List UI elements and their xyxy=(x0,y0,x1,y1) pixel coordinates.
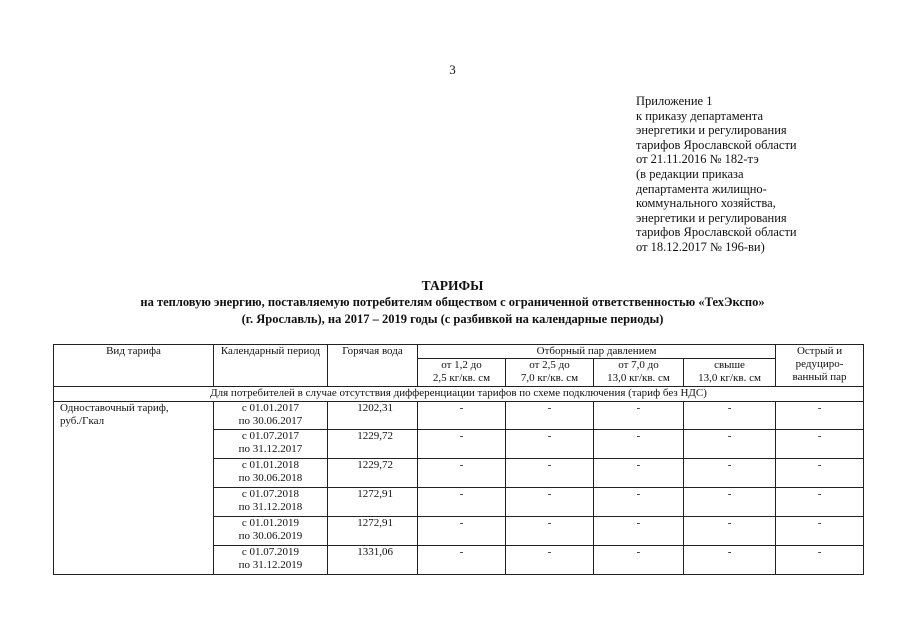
header-sharp-steam-line: ванный пар xyxy=(792,371,847,383)
appendix-line: Приложение 1 xyxy=(636,94,713,108)
steam-value: - xyxy=(684,517,776,546)
header-steam-line: от 7,0 до xyxy=(618,359,659,371)
period-cell xyxy=(214,430,328,459)
period-cell xyxy=(214,402,328,430)
appendix-line: коммунального хозяйства, xyxy=(636,196,776,211)
sharp-steam-value: - xyxy=(776,459,864,488)
hot-water-value: 1331,06 xyxy=(328,546,418,575)
document-subtitle: на тепловую энергию, поставляемую потребителям обществом с ограниченной ответственностью «ТехЭкспо» xyxy=(140,295,765,309)
steam-value: - xyxy=(418,488,506,517)
steam-value: - xyxy=(594,546,684,575)
hot-water-value: 1229,72 xyxy=(328,459,418,488)
steam-value: - xyxy=(506,517,594,546)
appendix-block xyxy=(636,94,797,255)
header-sharp-steam xyxy=(776,345,864,387)
document-subtitle-2: (г. Ярославль), на 2017 – 2019 годы (с разбивкой на календарные периоды) xyxy=(241,312,664,326)
page-number: 3 xyxy=(449,62,456,77)
steam-value: - xyxy=(684,459,776,488)
period-to: по 30.06.2017 xyxy=(238,415,303,427)
steam-value: - xyxy=(594,430,684,459)
period-from: с 01.01.2019 xyxy=(241,517,300,529)
appendix-line: департамента жилищно- xyxy=(636,181,767,196)
hot-water-value: 1229,72 xyxy=(328,430,418,459)
steam-value: - xyxy=(506,402,594,430)
appendix-line: к приказу департамента xyxy=(636,108,764,123)
header-period: Календарный период xyxy=(214,345,328,387)
appendix-line: энергетики и регулирования xyxy=(636,123,787,138)
header-steam-1 xyxy=(418,359,506,387)
appendix-line: тарифов Ярославской области xyxy=(636,137,797,152)
steam-value: - xyxy=(418,546,506,575)
period-to: по 30.06.2019 xyxy=(238,530,303,542)
sharp-steam-value: - xyxy=(776,517,864,546)
header-steam-3 xyxy=(594,359,684,387)
period-from: с 01.01.2017 xyxy=(241,402,300,414)
period-to: по 31.12.2018 xyxy=(238,501,303,513)
steam-value: - xyxy=(684,488,776,517)
sharp-steam-value: - xyxy=(776,546,864,575)
period-to: по 31.12.2017 xyxy=(238,443,303,455)
header-steam-line: 2,5 кг/кв. см xyxy=(432,372,491,384)
steam-value: - xyxy=(418,459,506,488)
tariff-name-cell xyxy=(54,402,214,575)
steam-value: - xyxy=(684,430,776,459)
header-steam-line: 13,0 кг/кв. см xyxy=(698,372,761,384)
steam-value: - xyxy=(594,402,684,430)
header-sharp-steam-line: Острый и xyxy=(796,345,843,357)
steam-value: - xyxy=(684,402,776,430)
hot-water-value: 1202,31 xyxy=(328,402,418,430)
steam-value: - xyxy=(506,430,594,459)
steam-value: - xyxy=(594,459,684,488)
appendix-line: энергетики и регулирования xyxy=(636,210,787,225)
hot-water-value: 1272,91 xyxy=(328,488,418,517)
sharp-steam-value: - xyxy=(776,488,864,517)
appendix-line: (в редакции приказа xyxy=(636,166,744,181)
tariff-name-line: Одноставочный тариф, xyxy=(60,402,169,414)
steam-value: - xyxy=(506,488,594,517)
steam-value: - xyxy=(506,459,594,488)
period-cell xyxy=(214,459,328,488)
section-note: Для потребителей в случае отсутствия дифференциации тарифов по схеме подключения (тариф без НДС) xyxy=(54,387,864,402)
document-title: ТАРИФЫ xyxy=(421,278,484,293)
steam-value: - xyxy=(418,430,506,459)
header-steam-line: свыше xyxy=(714,359,745,371)
header-steam-line: от 2,5 до xyxy=(529,359,570,371)
appendix-line: от 18.12.2017 № 196-ви) xyxy=(636,239,765,254)
steam-value: - xyxy=(594,488,684,517)
header-steam-line: от 1,2 до xyxy=(441,359,482,371)
period-from: с 01.07.2019 xyxy=(241,546,300,558)
sharp-steam-value: - xyxy=(776,430,864,459)
header-steam-line: 13,0 кг/кв. см xyxy=(607,372,670,384)
appendix-line: тарифов Ярославской области xyxy=(636,225,797,240)
steam-value: - xyxy=(684,546,776,575)
sharp-steam-value: - xyxy=(776,402,864,430)
period-from: с 01.07.2017 xyxy=(241,430,300,442)
header-steam-2 xyxy=(506,359,594,387)
period-from: с 01.01.2018 xyxy=(241,459,300,471)
period-from: с 01.07.2018 xyxy=(241,488,300,500)
appendix-line: от 21.11.2016 № 182-тэ xyxy=(636,152,759,167)
tariff-name-line: руб./Гкал xyxy=(60,415,105,427)
steam-value: - xyxy=(418,402,506,430)
period-to: по 31.12.2019 xyxy=(238,559,303,571)
header-hot-water: Горячая вода xyxy=(328,345,418,387)
steam-value: - xyxy=(506,546,594,575)
steam-value: - xyxy=(594,517,684,546)
period-cell xyxy=(214,488,328,517)
header-tariff-type: Вид тарифа xyxy=(54,345,214,387)
period-to: по 30.06.2018 xyxy=(238,472,303,484)
tariff-table xyxy=(53,344,864,575)
header-steam-4 xyxy=(684,359,776,387)
steam-value: - xyxy=(418,517,506,546)
header-steam-group: Отборный пар давлением xyxy=(418,345,776,359)
period-cell xyxy=(214,546,328,575)
header-steam-line: 7,0 кг/кв. см xyxy=(520,372,579,384)
hot-water-value: 1272,91 xyxy=(328,517,418,546)
period-cell xyxy=(214,517,328,546)
header-sharp-steam-line: редуциро- xyxy=(795,358,844,370)
